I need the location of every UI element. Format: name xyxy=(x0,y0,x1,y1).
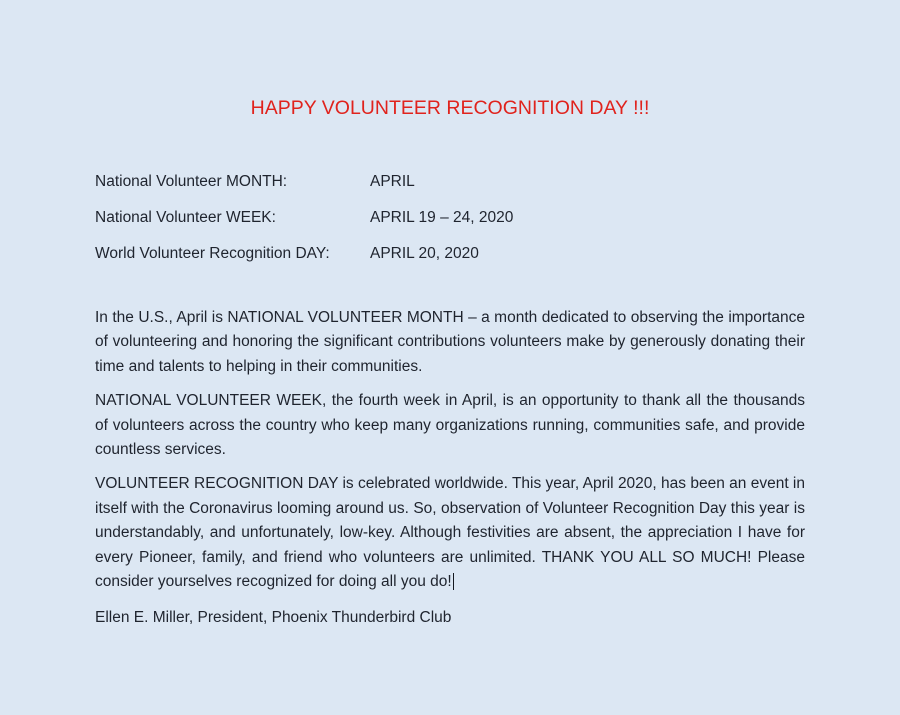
date-label: National Volunteer MONTH: xyxy=(95,173,288,190)
list-item xyxy=(95,205,805,230)
list-item xyxy=(95,169,805,194)
signature-line: Ellen E. Miller, President, Phoenix Thunderbird Club xyxy=(95,609,452,627)
volunteer-dates-list xyxy=(95,169,805,266)
date-value: APRIL 19 – 24, 2020 xyxy=(370,209,514,226)
date-label: World Volunteer Recognition DAY: xyxy=(95,245,330,262)
paragraph-volunteer-week: NATIONAL VOLUNTEER WEEK, the fourth week in April, is an opportunity to thank all the thousands of volunteers across the country who keep many organizations running, communities safe, and provide countless services. xyxy=(95,392,805,459)
paragraph-volunteer-month: In the U.S., April is NATIONAL VOLUNTEER MONTH – a month dedicated to observing the importance of volunteering and honoring the significant contributions volunteers make by generously donating their time and talents to helping in their communities. xyxy=(95,309,805,375)
text-cursor xyxy=(453,573,455,590)
document-title: HAPPY VOLUNTEER RECOGNITION DAY !!! xyxy=(250,97,650,119)
date-value: APRIL xyxy=(370,173,415,190)
list-item xyxy=(95,241,805,266)
date-label: National Volunteer WEEK: xyxy=(95,209,276,226)
date-value: APRIL 20, 2020 xyxy=(370,245,479,262)
paragraph-recognition-day xyxy=(95,472,805,594)
paragraph-text: VOLUNTEER RECOGNITION DAY is celebrated worldwide. This year, April 2020, has been an event in itself with the Coronavirus looming around us. So, observation of Volunteer Recognition Day this year is understandably, and unfortunately, low-key. Although festivities are absent, the appreciation I have for every Pioneer, family, and friend who volunteers are unlimited. THANK YOU ALL SO MUCH! Please consider yourselves recognized for doing all you do! xyxy=(95,475,805,591)
